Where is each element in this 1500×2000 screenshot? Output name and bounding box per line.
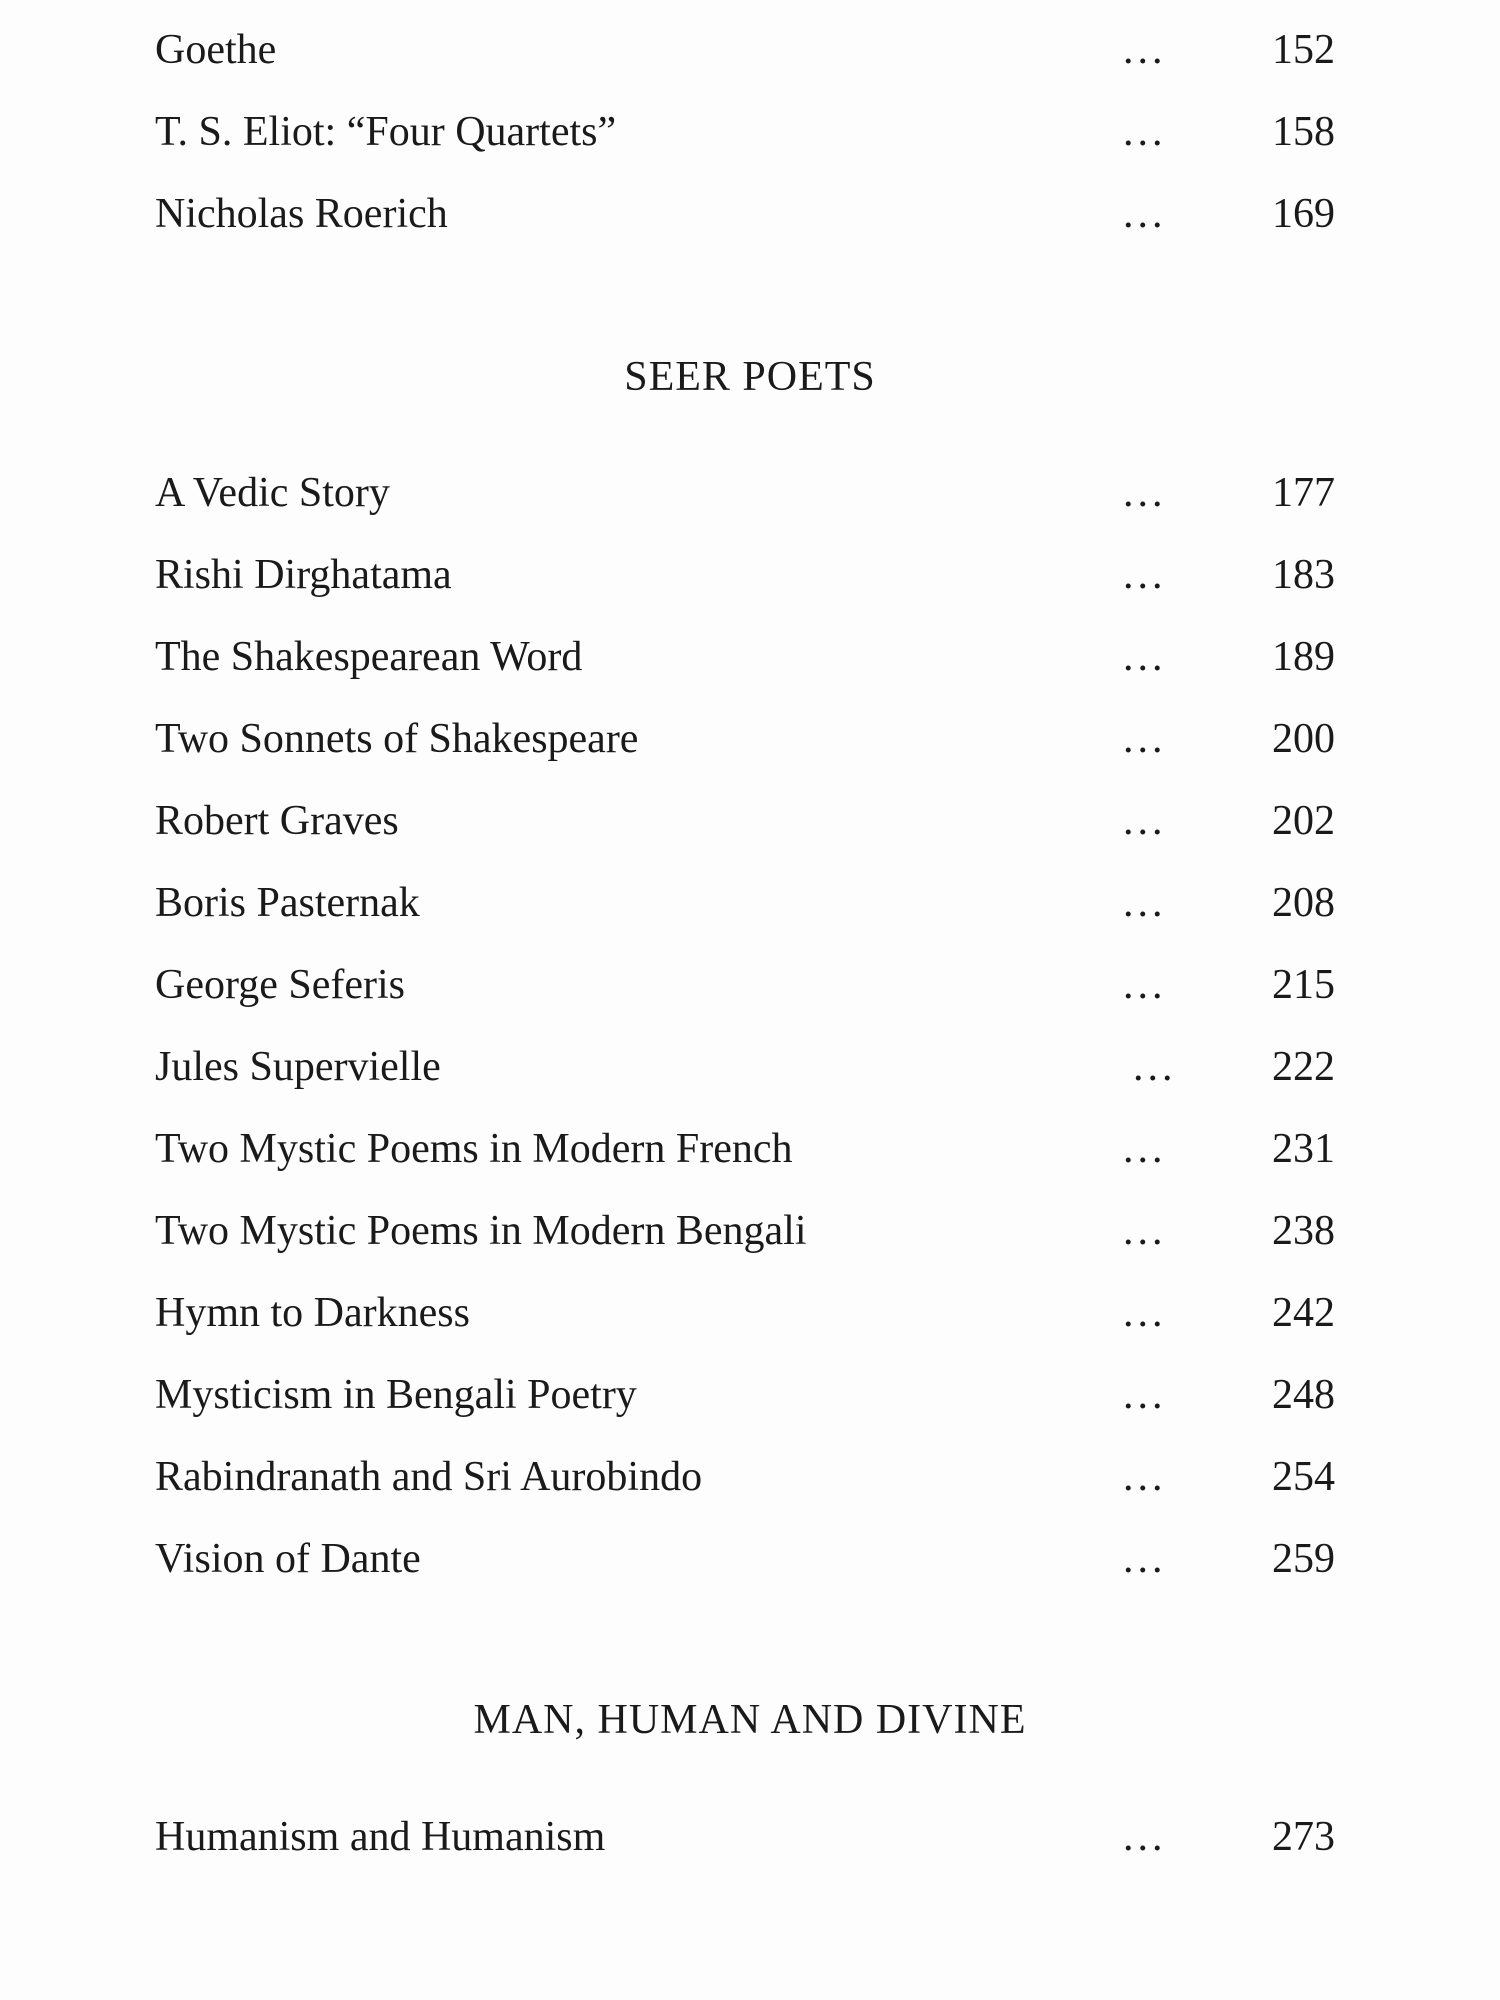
toc-entry-leader: ... <box>1123 27 1167 73</box>
toc-entry-title: Vision of Dante <box>155 1536 421 1582</box>
toc-entry-page: 231 <box>1272 1126 1335 1172</box>
toc-entry-leader: ... <box>1123 470 1167 516</box>
toc-entry-leader: ... <box>1123 552 1167 598</box>
toc-entry <box>155 102 1335 162</box>
toc-entry-page: 242 <box>1272 1290 1335 1336</box>
toc-entry-title: Nicholas Roerich <box>155 191 448 237</box>
toc-entry-title: Rabindranath and Sri Aurobindo <box>155 1454 703 1500</box>
toc-entry <box>155 463 1335 523</box>
toc-entry-leader: ... <box>1123 1536 1167 1582</box>
toc-entry-leader: ... <box>1123 716 1167 762</box>
toc-entry-leader: ... <box>1123 798 1167 844</box>
toc-entry-title: Mysticism in Bengali Poetry <box>155 1372 637 1418</box>
toc-entry-page: 152 <box>1272 27 1335 73</box>
toc-entry-leader: ... <box>1123 191 1167 237</box>
toc-entry <box>155 955 1335 1015</box>
toc-entry-page: 183 <box>1272 552 1335 598</box>
toc-entry-title: Boris Pasternak <box>155 880 420 926</box>
toc-entry-title: T. S. Eliot: “Four Quartets” <box>155 109 617 155</box>
toc-entry-page: 215 <box>1272 962 1335 1008</box>
toc-entry <box>155 1037 1335 1097</box>
toc-entry <box>155 627 1335 687</box>
toc-entry-title: Rishi Dirghatama <box>155 552 452 598</box>
toc-entry-page: 177 <box>1272 470 1335 516</box>
toc-entry-page: 254 <box>1272 1454 1335 1500</box>
toc-entry-page: 238 <box>1272 1208 1335 1254</box>
toc-entry-page: 273 <box>1272 1814 1335 1860</box>
toc-entry-title: Goethe <box>155 27 277 73</box>
toc-entry-page: 259 <box>1272 1536 1335 1582</box>
toc-entry-leader: ... <box>1123 962 1167 1008</box>
toc-entry <box>155 1365 1335 1425</box>
toc-entry-leader: ... <box>1123 1208 1167 1254</box>
toc-entry-title: Two Sonnets of Shakespeare <box>155 716 639 762</box>
toc-entry-title: Robert Graves <box>155 798 399 844</box>
toc-entry <box>155 1447 1335 1507</box>
toc-entry-leader: ... <box>1133 1044 1177 1090</box>
toc-entry-page: 169 <box>1272 191 1335 237</box>
toc-entry-title: Two Mystic Poems in Modern French <box>155 1126 793 1172</box>
toc-entry <box>155 873 1335 933</box>
toc-entry <box>155 709 1335 769</box>
toc-entry-leader: ... <box>1123 1814 1167 1860</box>
toc-entry-page: 248 <box>1272 1372 1335 1418</box>
toc-entry <box>155 20 1335 80</box>
toc-entry <box>155 1283 1335 1343</box>
section-heading-man-human-and-divine: MAN, HUMAN AND DIVINE <box>473 1697 1027 1743</box>
toc-entry-leader: ... <box>1123 109 1167 155</box>
toc-entry <box>155 1529 1335 1589</box>
toc-entry <box>155 1807 1335 1867</box>
toc-entry-leader: ... <box>1123 880 1167 926</box>
toc-entry-title: Hymn to Darkness <box>155 1290 470 1336</box>
toc-entry-title: A Vedic Story <box>155 470 390 516</box>
toc-entry <box>155 184 1335 244</box>
section-heading-seer-poets: SEER POETS <box>624 354 876 400</box>
toc-entry-page: 222 <box>1272 1044 1335 1090</box>
toc-entry-page: 158 <box>1272 109 1335 155</box>
toc-entry-leader: ... <box>1123 1454 1167 1500</box>
toc-entry-page: 200 <box>1272 716 1335 762</box>
toc-entry-leader: ... <box>1123 1372 1167 1418</box>
toc-entry-page: 202 <box>1272 798 1335 844</box>
toc-entry-page: 189 <box>1272 634 1335 680</box>
toc-entry-title: Jules Supervielle <box>155 1044 441 1090</box>
toc-entry <box>155 1201 1335 1261</box>
toc-entry-leader: ... <box>1123 1290 1167 1336</box>
toc-entry <box>155 791 1335 851</box>
toc-entry-leader: ... <box>1123 634 1167 680</box>
toc-entry-leader: ... <box>1123 1126 1167 1172</box>
toc-entry <box>155 545 1335 605</box>
toc-entry <box>155 1119 1335 1179</box>
toc-entry-title: Humanism and Humanism <box>155 1814 606 1860</box>
toc-entry-page: 208 <box>1272 880 1335 926</box>
toc-entry-title: The Shakespearean Word <box>155 634 583 680</box>
toc-entry-title: Two Mystic Poems in Modern Bengali <box>155 1208 807 1254</box>
toc-entry-title: George Seferis <box>155 962 405 1008</box>
